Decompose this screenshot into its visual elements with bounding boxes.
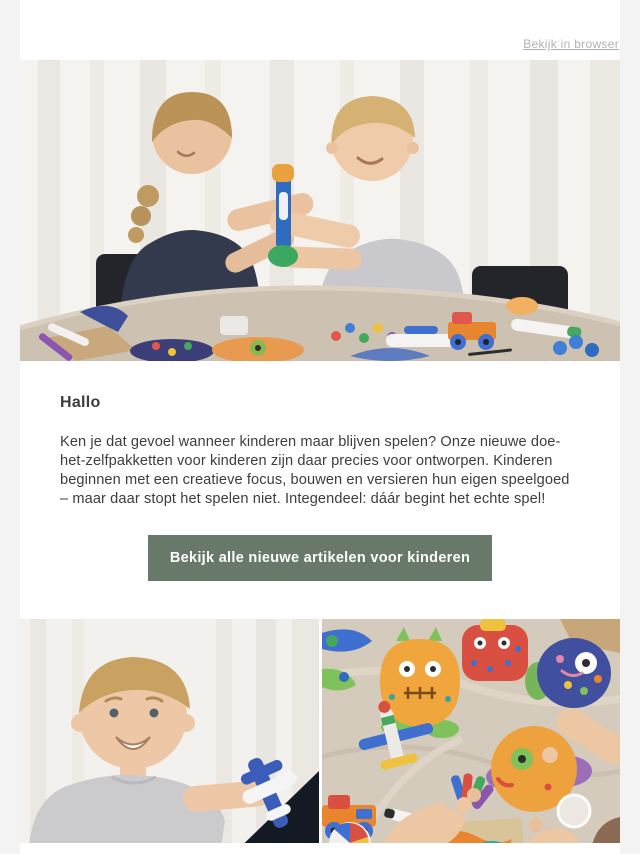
greeting-heading: Hallo xyxy=(60,394,101,411)
hero-photo-children-crafting xyxy=(20,60,620,361)
body-paragraph: Ken je dat gevoel wanneer kinderen maar blijven spelen? Onze nieuwe doe-het-zelfpakketten voor kinderen zijn daar precies voor ontworpen. Kinderen beginnen met een creatieve focus, bouwen en versieren hun eigen speelgoed – maar daar stopt het spelen niet. Integendeel: dáár begint het echte spel! xyxy=(60,434,570,507)
photo-craft-table-monsters xyxy=(322,619,620,843)
boy-airplane-illustration xyxy=(20,619,319,843)
view-in-browser-link[interactable]: Bekijk in browser xyxy=(523,37,619,51)
photo-row xyxy=(20,619,620,843)
cta-button[interactable]: Bekijk alle nieuwe artikelen voor kinderen xyxy=(148,535,492,581)
preheader xyxy=(20,0,620,60)
monster-craft-red xyxy=(462,619,528,681)
email-body-card xyxy=(20,0,620,854)
craft-table-illustration xyxy=(322,619,620,843)
plastic-cup xyxy=(558,795,590,827)
hero-photo-illustration xyxy=(20,60,620,361)
photo-boy-with-airplane xyxy=(20,619,319,843)
content-section xyxy=(20,361,620,619)
cta-row xyxy=(60,509,580,619)
